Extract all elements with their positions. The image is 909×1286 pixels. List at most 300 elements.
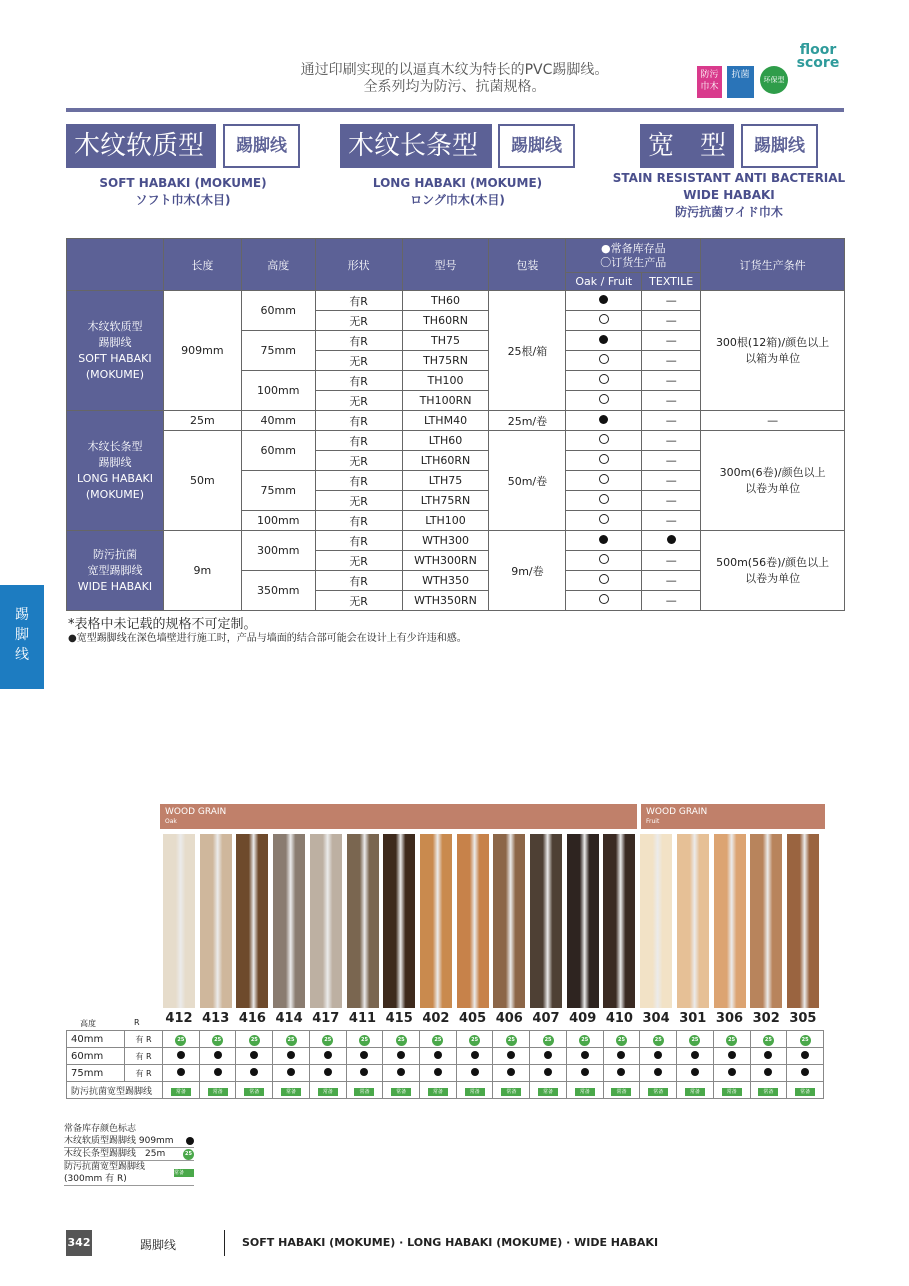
dash: — xyxy=(665,334,677,347)
textile-cell xyxy=(642,431,701,451)
header-rule xyxy=(66,108,844,112)
swatch-413[interactable] xyxy=(200,834,232,1008)
length-cell: 9m xyxy=(163,531,241,611)
heading-wide-sub xyxy=(612,170,846,221)
th-stock-1: ●常备库存品 xyxy=(600,241,666,255)
legend-l2: 木纹长条型踢脚线 25m xyxy=(64,1149,166,1159)
textile-cell xyxy=(642,311,701,331)
swatch-code: 414 xyxy=(275,1011,303,1026)
color-cell xyxy=(199,1082,236,1099)
height-cell: 75mm xyxy=(241,331,315,371)
model-cell: LTHM40 xyxy=(402,411,489,431)
color-cell xyxy=(787,1065,824,1082)
group-name-line: WIDE HABAKI xyxy=(77,579,153,593)
color-table xyxy=(66,1030,824,1099)
swatch-301[interactable] xyxy=(677,834,709,1008)
swatch-406[interactable] xyxy=(493,834,525,1008)
stock-dot xyxy=(434,1051,442,1059)
heading-long-en: LONG HABAKI (MOKUME) xyxy=(372,176,543,190)
color-cell xyxy=(713,1065,750,1082)
order-circle xyxy=(599,554,609,564)
stock-dot xyxy=(434,1068,442,1076)
color-cell xyxy=(640,1082,677,1099)
color-cell xyxy=(787,1082,824,1099)
stock-dot xyxy=(691,1051,699,1059)
fruit-sub: Fruit xyxy=(646,818,660,825)
stock-dot xyxy=(544,1068,552,1076)
color-cell xyxy=(163,1082,200,1099)
swatch-code: 304 xyxy=(642,1011,670,1026)
stock-25-icon: 25 xyxy=(212,1035,223,1046)
th-blank xyxy=(67,239,164,291)
color-cell xyxy=(383,1065,420,1082)
oak-cell xyxy=(566,491,642,511)
color-cell xyxy=(309,1048,346,1065)
oak-cell xyxy=(566,571,642,591)
stock-dot xyxy=(471,1068,479,1076)
spec-row xyxy=(67,411,845,431)
condition-cell: — xyxy=(701,411,845,431)
swatch-302[interactable] xyxy=(750,834,782,1008)
color-cell xyxy=(420,1031,457,1048)
stock-dot xyxy=(177,1068,185,1076)
color-cell xyxy=(640,1031,677,1048)
heading-wide: 宽 型 xyxy=(640,124,734,168)
th-length: 长度 xyxy=(163,239,241,291)
textile-cell xyxy=(642,511,701,531)
model-cell: LTH75 xyxy=(402,471,489,491)
stock-25-icon: 25 xyxy=(469,1035,480,1046)
floorscore-logo xyxy=(792,44,844,70)
stock-dot xyxy=(214,1051,222,1059)
order-circle xyxy=(599,354,609,364)
color-cell xyxy=(493,1048,530,1065)
th-stock-2: 〇订货生产品 xyxy=(600,255,667,269)
shape-cell: 有R xyxy=(315,291,402,311)
shape-cell: 无R xyxy=(315,451,402,471)
swatch-code: 306 xyxy=(715,1011,744,1026)
swatch-416[interactable] xyxy=(236,834,268,1008)
color-cell xyxy=(309,1065,346,1082)
color-cell xyxy=(603,1082,640,1099)
stock-dot xyxy=(801,1068,809,1076)
stock-dot xyxy=(287,1068,295,1076)
condition-cell xyxy=(701,431,845,531)
color-cell xyxy=(713,1031,750,1048)
textile-cell xyxy=(642,531,701,551)
textile-cell xyxy=(642,471,701,491)
textile-cell xyxy=(642,291,701,311)
oak-title: WOOD GRAIN xyxy=(165,807,227,817)
stock-dot xyxy=(507,1051,515,1059)
color-cell xyxy=(346,1048,383,1065)
heading-wide-jp: 防污抗菌ワイド巾木 xyxy=(675,205,783,219)
color-cell xyxy=(236,1082,273,1099)
color-cell xyxy=(640,1065,677,1082)
dash: — xyxy=(665,394,677,407)
oak-cell xyxy=(566,531,642,551)
heading-long-tag: 踢脚线 xyxy=(498,124,575,168)
textile-cell xyxy=(642,591,701,611)
row-label: 40mm xyxy=(67,1031,125,1048)
heading-soft: 木纹软质型 xyxy=(66,124,216,168)
r-label: 有 R xyxy=(125,1065,163,1082)
group-name-line: 踢脚线 xyxy=(98,335,132,349)
stock-dot xyxy=(471,1051,479,1059)
swatch-409[interactable] xyxy=(567,834,599,1008)
oak-cell xyxy=(566,391,642,411)
swatch-code: 416 xyxy=(238,1011,266,1026)
color-cell xyxy=(456,1082,493,1099)
oak-cell xyxy=(566,311,642,331)
side-tab[interactable]: 踢 脚 线 xyxy=(0,585,44,689)
swatch-411[interactable] xyxy=(347,834,379,1008)
color-cell xyxy=(273,1048,310,1065)
shape-cell: 无R xyxy=(315,311,402,331)
model-cell: WTH350RN xyxy=(402,591,489,611)
stock-tag-icon: 常备 xyxy=(575,1088,595,1096)
color-cell xyxy=(566,1082,603,1099)
note-2: ●宽型踢脚线在深色墙壁进行施工时，产品与墙面的结合部可能会在设计上有少许违和感。 xyxy=(68,633,467,644)
oak-cell xyxy=(566,471,642,491)
swatch-306[interactable] xyxy=(714,834,746,1008)
intro-line1: 通过印刷实现的以逼真木纹为特长的PVC踢脚线。 xyxy=(300,62,609,78)
footer-divider xyxy=(224,1230,225,1256)
stock-dot xyxy=(691,1068,699,1076)
cond-line: 500m(56卷)/颜色以上 xyxy=(716,555,830,569)
height-cell: 100mm xyxy=(241,511,315,531)
color-cell xyxy=(199,1031,236,1048)
color-cell xyxy=(420,1082,457,1099)
color-cell xyxy=(603,1065,640,1082)
color-cell xyxy=(750,1065,787,1082)
footer xyxy=(66,1230,846,1256)
swatch-407[interactable] xyxy=(530,834,562,1008)
color-cell xyxy=(273,1065,310,1082)
oak-sub: Oak xyxy=(165,818,177,825)
stock-tag-icon: 常备 xyxy=(281,1088,301,1096)
color-cell xyxy=(383,1082,420,1099)
shape-cell: 无R xyxy=(315,391,402,411)
group-name-line: (MOKUME) xyxy=(85,367,145,381)
cond-line: 以卷为单位 xyxy=(745,481,801,495)
order-circle xyxy=(599,514,609,524)
spec-row xyxy=(67,531,845,551)
stock-dot xyxy=(287,1051,295,1059)
swatch-304[interactable] xyxy=(640,834,672,1008)
textile-cell xyxy=(642,491,701,511)
stock-dot xyxy=(507,1068,515,1076)
color-cell xyxy=(566,1065,603,1082)
oak-cell xyxy=(566,451,642,471)
textile-cell xyxy=(642,411,701,431)
color-cell xyxy=(199,1065,236,1082)
stock-dot xyxy=(397,1068,405,1076)
cond-line: 300根(12箱)/颜色以上 xyxy=(715,335,830,349)
dash: — xyxy=(665,514,677,527)
stock-dot xyxy=(250,1068,258,1076)
color-cell xyxy=(677,1031,714,1048)
oak-cell xyxy=(566,591,642,611)
color-cell xyxy=(346,1065,383,1082)
stock-dot xyxy=(599,295,608,304)
stock-tag-icon: 常备 xyxy=(465,1088,485,1096)
dash: — xyxy=(665,434,677,447)
shape-cell: 有R xyxy=(315,571,402,591)
stock-dot xyxy=(764,1051,772,1059)
dash: — xyxy=(665,494,677,507)
oak-bar xyxy=(160,804,637,829)
stock-25-icon: 25 xyxy=(653,1035,664,1046)
heading-soft-jp: ソフト巾木(木目) xyxy=(135,193,231,207)
stock-dot xyxy=(764,1068,772,1076)
group-name-line: (MOKUME) xyxy=(85,487,145,501)
logo-word-floor: floor xyxy=(799,42,837,58)
group-name xyxy=(67,291,164,411)
swatch-417[interactable] xyxy=(310,834,342,1008)
order-circle xyxy=(599,474,609,484)
stock-dot xyxy=(360,1051,368,1059)
color-cell xyxy=(750,1082,787,1099)
color-cell xyxy=(383,1031,420,1048)
order-circle xyxy=(599,494,609,504)
stock-tag-icon: 常备 xyxy=(501,1088,521,1096)
model-cell: WTH350 xyxy=(402,571,489,591)
color-cell xyxy=(566,1048,603,1065)
legend-l3b: (300mm 有 R) xyxy=(64,1174,127,1184)
condition-cell xyxy=(701,531,845,611)
stock-tag-icon: 常备 xyxy=(758,1088,778,1096)
th-textile: TEXTILE xyxy=(642,273,701,291)
legend-l1: 木纹软质型踢脚线 909mm xyxy=(64,1136,174,1146)
th-oak: Oak / Fruit xyxy=(566,273,642,291)
cond-line: 以卷为单位 xyxy=(745,571,801,585)
swatch-410[interactable] xyxy=(603,834,635,1008)
th-pack: 包装 xyxy=(489,239,566,291)
shape-cell: 有R xyxy=(315,431,402,451)
footer-title: SOFT HABAKI (MOKUME) · LONG HABAKI (MOKUME) · WIDE HABAKI xyxy=(242,1236,659,1249)
heading-soft-tag: 踢脚线 xyxy=(223,124,300,168)
shape-cell: 无R xyxy=(315,491,402,511)
color-cell xyxy=(713,1048,750,1065)
color-cell xyxy=(456,1065,493,1082)
group-name-line: SOFT HABAKI xyxy=(78,351,152,365)
stock-legend xyxy=(64,1123,194,1186)
stock-dot xyxy=(214,1068,222,1076)
model-cell: LTH75RN xyxy=(402,491,489,511)
color-cell xyxy=(273,1031,310,1048)
stock-dot xyxy=(581,1068,589,1076)
stock-tag-icon: 常备 xyxy=(538,1088,558,1096)
eco-badge: 环保型 xyxy=(760,66,788,94)
stock-dot xyxy=(360,1068,368,1076)
stock-25-icon: 25 xyxy=(175,1035,186,1046)
group-name-line: 防污抗菌 xyxy=(92,547,137,561)
r-label: 有 R xyxy=(125,1048,163,1065)
oak-cell xyxy=(566,371,642,391)
stock-dot xyxy=(667,535,676,544)
swatch-402[interactable] xyxy=(420,834,452,1008)
order-circle xyxy=(599,434,609,444)
swatch-code: 409 xyxy=(569,1011,597,1026)
color-cell xyxy=(677,1048,714,1065)
swatch-code: 411 xyxy=(348,1011,377,1026)
stock-25-icon: 25 xyxy=(359,1035,370,1046)
ctab-hdr-height: 高度 xyxy=(80,1019,96,1028)
shape-cell: 有R xyxy=(315,531,402,551)
antibacterial-badge: 抗菌 xyxy=(727,66,754,98)
stock-tag-icon: 常备 xyxy=(391,1088,411,1096)
legend-row-2 xyxy=(64,1148,194,1161)
color-cell xyxy=(309,1082,346,1099)
oak-cell xyxy=(566,511,642,531)
color-cell xyxy=(383,1048,420,1065)
stock-dot xyxy=(599,535,608,544)
order-circle xyxy=(599,454,609,464)
swatch-code: 413 xyxy=(202,1011,230,1026)
height-cell: 350mm xyxy=(241,571,315,611)
textile-cell xyxy=(642,571,701,591)
dash: — xyxy=(665,474,677,487)
stock-dot xyxy=(728,1068,736,1076)
stock-25-icon: 25 xyxy=(726,1035,737,1046)
shape-cell: 有R xyxy=(315,511,402,531)
textile-cell xyxy=(642,451,701,471)
oak-cell xyxy=(566,291,642,311)
stock-dot xyxy=(177,1051,185,1059)
stock-dot xyxy=(654,1068,662,1076)
order-circle xyxy=(599,314,609,324)
legend-row-1 xyxy=(64,1135,194,1148)
stock-tag-icon: 常备 xyxy=(318,1088,338,1096)
stock-tag-icon: 常备 xyxy=(795,1088,815,1096)
shape-cell: 有R xyxy=(315,471,402,491)
color-cell xyxy=(236,1031,273,1048)
page-number: 342 xyxy=(66,1230,92,1256)
dash: — xyxy=(665,314,677,327)
legend-l3a: 防污抗菌宽型踢脚线 xyxy=(64,1162,146,1172)
heading-soft-en: SOFT HABAKI (MOKUME) xyxy=(99,176,267,190)
color-cell xyxy=(346,1031,383,1048)
color-cell xyxy=(420,1065,457,1082)
group-name xyxy=(67,531,164,611)
swatch-414[interactable] xyxy=(273,834,305,1008)
color-cell xyxy=(163,1048,200,1065)
length-cell: 50m xyxy=(163,431,241,531)
group-name-line: LONG HABAKI xyxy=(76,471,153,485)
length-cell: 909mm xyxy=(163,291,241,411)
spec-table xyxy=(66,238,845,611)
stock-tag-icon: 常备 xyxy=(611,1088,631,1096)
stock-dot xyxy=(324,1051,332,1059)
stock-25-icon: 25 xyxy=(800,1035,811,1046)
th-stock xyxy=(566,239,701,273)
model-cell: TH60RN xyxy=(402,311,489,331)
model-cell: LTH60RN xyxy=(402,451,489,471)
color-cell xyxy=(420,1048,457,1065)
swatch-412[interactable] xyxy=(163,834,195,1008)
dash: — xyxy=(665,294,677,307)
swatch-code: 407 xyxy=(532,1011,560,1026)
notes xyxy=(68,618,467,646)
stock-dot xyxy=(801,1051,809,1059)
stock-25-icon: 25 xyxy=(286,1035,297,1046)
color-cell xyxy=(530,1082,567,1099)
height-cell: 300mm xyxy=(241,531,315,571)
swatch-code: 301 xyxy=(679,1011,707,1026)
height-cell: 60mm xyxy=(241,291,315,331)
oak-cell xyxy=(566,351,642,371)
row-label: 75mm xyxy=(67,1065,125,1082)
cond-line: 300m(6卷)/颜色以上 xyxy=(719,465,826,479)
swatch-305[interactable] xyxy=(787,834,819,1008)
model-cell: TH100 xyxy=(402,371,489,391)
group-name-line: 踢脚线 xyxy=(98,455,132,469)
height-cell: 40mm xyxy=(241,411,315,431)
pack-cell: 50m/卷 xyxy=(489,431,566,531)
oak-cell xyxy=(566,431,642,451)
swatch-code: 412 xyxy=(165,1011,193,1026)
textile-cell xyxy=(642,371,701,391)
stock-dot xyxy=(617,1068,625,1076)
legend-dot xyxy=(186,1137,194,1145)
color-cell xyxy=(346,1082,383,1099)
th-shape: 形状 xyxy=(315,239,402,291)
stock-25-icon: 25 xyxy=(506,1035,517,1046)
stock-tag-icon: 常备 xyxy=(171,1088,191,1096)
textile-cell xyxy=(642,351,701,371)
legend-title: 常备库存颜色标志 xyxy=(64,1124,137,1134)
order-circle xyxy=(599,594,609,604)
heading-long-sub xyxy=(340,175,575,209)
color-cell xyxy=(787,1048,824,1065)
textile-cell xyxy=(642,551,701,571)
group-name-line: 宽型踢脚线 xyxy=(87,563,143,577)
group-name-line: 木纹软质型 xyxy=(87,319,143,333)
stock-dot xyxy=(397,1051,405,1059)
dash: — xyxy=(665,554,677,567)
shape-cell: 有R xyxy=(315,371,402,391)
dash: — xyxy=(665,354,677,367)
color-cell xyxy=(163,1031,200,1048)
color-cell xyxy=(530,1031,567,1048)
height-cell: 75mm xyxy=(241,471,315,511)
model-cell: TH60 xyxy=(402,291,489,311)
stock-dot xyxy=(324,1068,332,1076)
swatch-405[interactable] xyxy=(457,834,489,1008)
stock-tag-icon: 常备 xyxy=(244,1088,264,1096)
heading-long: 木纹长条型 xyxy=(340,124,492,168)
color-cell xyxy=(309,1031,346,1048)
fruit-bar xyxy=(641,804,825,829)
heading-wide-tag: 踢脚线 xyxy=(741,124,818,168)
stock-dot xyxy=(250,1051,258,1059)
stock-tag-icon: 常备 xyxy=(354,1088,374,1096)
color-cell xyxy=(530,1048,567,1065)
heading-wide-en2: WIDE HABAKI xyxy=(683,188,775,202)
color-cell xyxy=(456,1031,493,1048)
length-cell: 25m xyxy=(163,411,241,431)
stock-tag-icon: 常备 xyxy=(208,1088,228,1096)
stock-25-icon: 25 xyxy=(396,1035,407,1046)
stock-tag-icon: 常备 xyxy=(722,1088,742,1096)
swatch-code: 417 xyxy=(312,1011,340,1026)
shape-cell: 有R xyxy=(315,331,402,351)
swatch-415[interactable] xyxy=(383,834,415,1008)
legend-25-icon: 25 xyxy=(183,1149,194,1160)
color-cell xyxy=(677,1065,714,1082)
dash: — xyxy=(665,454,677,467)
